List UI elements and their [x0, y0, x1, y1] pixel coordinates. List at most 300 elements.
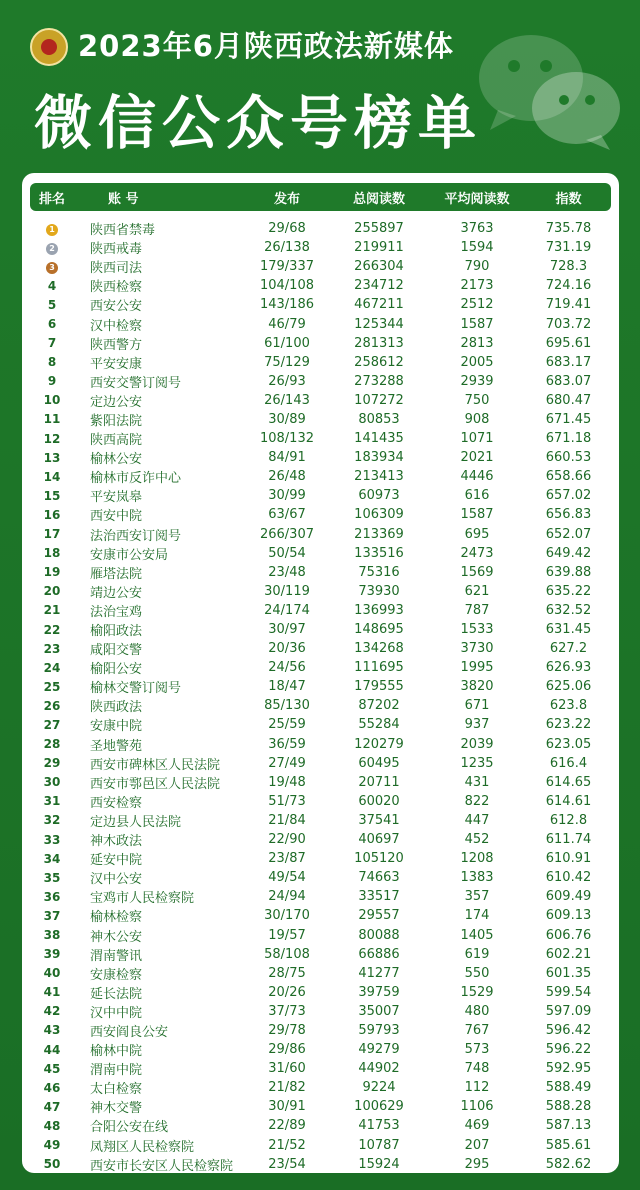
- average-reads-cell: 787: [464, 602, 490, 618]
- account-name-cell: 法治宝鸡: [90, 604, 143, 620]
- account-name-cell: 渭南中院: [90, 1063, 143, 1079]
- account-name-cell: 西安交警订阅号: [90, 375, 182, 391]
- average-reads-cell: 469: [464, 1118, 490, 1134]
- table-row: [30, 1155, 611, 1174]
- table-row: [30, 1116, 611, 1135]
- index-cell: 671.18: [545, 431, 592, 447]
- average-reads-cell: 207: [464, 1137, 490, 1153]
- total-reads-cell: 74663: [358, 870, 400, 886]
- account-name-cell: 西安中院: [90, 509, 143, 525]
- average-reads-cell: 550: [464, 965, 490, 981]
- total-reads-cell: 55284: [358, 717, 400, 733]
- table-row: [30, 792, 611, 811]
- rank-cell: 40: [43, 966, 61, 981]
- column-header-total-reads: 总阅读数: [352, 191, 405, 207]
- rank-cell: 15: [43, 488, 61, 503]
- total-reads-cell: 73930: [358, 583, 400, 599]
- table-row: [30, 773, 611, 792]
- posts-cell: 108/132: [259, 431, 314, 447]
- account-name-cell: 法治西安订阅号: [90, 528, 182, 544]
- index-cell: 626.93: [545, 660, 592, 676]
- posts-cell: 23/48: [268, 564, 306, 580]
- index-cell: 649.42: [545, 545, 592, 561]
- account-name-cell: 定边公安: [90, 394, 143, 410]
- posts-cell: 23/54: [268, 1156, 306, 1172]
- rank-cell: 34: [43, 851, 61, 866]
- rank-cell: 7: [47, 336, 57, 351]
- posts-cell: 20/36: [268, 641, 306, 657]
- total-reads-cell: 80088: [358, 927, 400, 943]
- account-name-cell: 榆林公安: [90, 452, 143, 468]
- index-cell: 596.22: [545, 1042, 592, 1058]
- index-cell: 731.19: [545, 240, 592, 256]
- table-header: [30, 183, 611, 211]
- table-row: [30, 1021, 611, 1040]
- title-line-2: 微信公众号榜单: [34, 89, 483, 157]
- index-cell: 609.49: [545, 889, 592, 905]
- table-row: [30, 983, 611, 1002]
- rank-cell: 17: [43, 527, 61, 542]
- average-reads-cell: 480: [464, 1003, 490, 1019]
- total-reads-cell: 60495: [358, 755, 400, 771]
- posts-cell: 26/143: [264, 392, 310, 408]
- rank-cell: 44: [43, 1042, 61, 1057]
- table-row: [30, 754, 611, 773]
- table-row: [30, 467, 611, 486]
- table-row: [30, 429, 611, 448]
- average-reads-cell: 790: [464, 259, 490, 275]
- rank-cell: 20: [43, 584, 61, 599]
- account-name-cell: 雁塔法院: [90, 566, 143, 582]
- account-name-cell: 陕西高院: [90, 433, 143, 449]
- index-cell: 683.07: [545, 373, 592, 389]
- posts-cell: 30/91: [268, 1099, 306, 1115]
- rank-cell: 32: [43, 813, 61, 828]
- rank-cell: 50: [43, 1157, 61, 1172]
- total-reads-cell: 266304: [354, 259, 404, 275]
- posts-cell: 63/67: [268, 507, 306, 523]
- account-name-cell: 榆林交警订阅号: [90, 681, 182, 697]
- account-name-cell: 陕西戒毒: [90, 242, 143, 258]
- account-name-cell: 紫阳法院: [90, 413, 143, 429]
- rank-cell: 10: [43, 393, 61, 408]
- index-cell: 656.83: [545, 507, 592, 523]
- silver-medal-icon: 2: [46, 243, 58, 255]
- average-reads-cell: 1529: [460, 984, 494, 1000]
- total-reads-cell: 133516: [354, 545, 404, 561]
- index-cell: 592.95: [545, 1061, 592, 1077]
- average-reads-cell: 357: [464, 889, 490, 905]
- index-cell: 631.45: [545, 622, 592, 638]
- posts-cell: 30/170: [264, 908, 310, 924]
- posts-cell: 20/26: [268, 984, 306, 1000]
- total-reads-cell: 134268: [354, 641, 404, 657]
- account-name-cell: 陕西检察: [90, 280, 143, 296]
- table-row: [30, 448, 611, 467]
- average-reads-cell: 447: [464, 812, 490, 828]
- total-reads-cell: 111695: [354, 660, 404, 676]
- table-row: [30, 925, 611, 944]
- average-reads-cell: 1569: [460, 564, 494, 580]
- average-reads-cell: 1383: [460, 870, 494, 886]
- total-reads-cell: 273288: [354, 373, 404, 389]
- rank-cell: 5: [47, 297, 57, 312]
- rank-cell: 24: [43, 660, 61, 675]
- column-header-posts: 发布: [273, 191, 300, 207]
- average-reads-cell: 2813: [460, 335, 494, 351]
- index-cell: 596.42: [545, 1022, 592, 1038]
- total-reads-cell: 183934: [354, 450, 404, 466]
- index-cell: 695.61: [545, 335, 592, 351]
- account-name-cell: 安康检察: [90, 967, 143, 983]
- total-reads-cell: 141435: [354, 431, 404, 447]
- index-cell: 683.17: [545, 354, 592, 370]
- account-name-cell: 西安公安: [90, 299, 143, 315]
- total-reads-cell: 219911: [354, 240, 404, 256]
- account-name-cell: 定边县人民法院: [90, 814, 182, 830]
- account-name-cell: 渭南警讯: [90, 948, 143, 964]
- table-row: [30, 505, 611, 524]
- average-reads-cell: 3763: [460, 221, 494, 237]
- total-reads-cell: 66886: [358, 946, 400, 962]
- account-name-cell: 汉中检察: [90, 318, 143, 334]
- table-body: [30, 219, 611, 1174]
- total-reads-cell: 120279: [354, 736, 404, 752]
- table-row: [30, 735, 611, 754]
- index-cell: 610.42: [545, 870, 592, 886]
- total-reads-cell: 213413: [354, 469, 404, 485]
- average-reads-cell: 767: [464, 1022, 490, 1038]
- rank-cell: 19: [43, 565, 61, 580]
- posts-cell: 21/84: [268, 812, 306, 828]
- index-cell: 724.16: [545, 278, 592, 294]
- table-row: [30, 563, 611, 582]
- average-reads-cell: 3730: [460, 641, 494, 657]
- average-reads-cell: 1208: [460, 851, 494, 867]
- posts-cell: 24/94: [268, 889, 306, 905]
- ranking-card: [22, 173, 619, 1173]
- index-cell: 588.49: [545, 1080, 592, 1096]
- table-row: [30, 1136, 611, 1155]
- table-row: [30, 334, 611, 353]
- table-row: [30, 525, 611, 544]
- average-reads-cell: 573: [464, 1042, 490, 1058]
- average-reads-cell: 748: [464, 1061, 490, 1077]
- average-reads-cell: 431: [464, 774, 490, 790]
- rank-cell: 36: [43, 889, 61, 904]
- table-row: [30, 677, 611, 696]
- average-reads-cell: 908: [464, 411, 490, 427]
- posts-cell: 61/100: [264, 335, 310, 351]
- total-reads-cell: 59793: [358, 1022, 400, 1038]
- average-reads-cell: 452: [464, 832, 490, 848]
- rank-cell: 23: [43, 641, 61, 656]
- total-reads-cell: 281313: [354, 335, 404, 351]
- average-reads-cell: 112: [464, 1080, 490, 1096]
- account-name-cell: 宝鸡市人民检察院: [90, 891, 195, 907]
- index-cell: 609.13: [545, 908, 592, 924]
- index-cell: 660.53: [545, 450, 592, 466]
- posts-cell: 30/99: [268, 488, 306, 504]
- average-reads-cell: 616: [464, 488, 490, 504]
- account-name-cell: 圣地警苑: [90, 738, 143, 754]
- table-row: [30, 868, 611, 887]
- gold-medal-icon: 1: [46, 224, 58, 236]
- rank-cell: 21: [43, 603, 61, 618]
- index-cell: 602.21: [545, 946, 592, 962]
- rank-cell: 48: [43, 1118, 61, 1133]
- index-cell: 582.62: [545, 1156, 592, 1172]
- rank-cell: [30, 240, 74, 255]
- average-reads-cell: 671: [464, 698, 490, 714]
- table-row: [30, 1040, 611, 1059]
- table-row: [30, 964, 611, 983]
- rank-cell: 29: [43, 756, 61, 771]
- index-cell: 612.8: [549, 812, 588, 828]
- rank-cell: 25: [43, 679, 61, 694]
- total-reads-cell: 106309: [354, 507, 404, 523]
- table-row: [30, 582, 611, 601]
- table-row: [30, 658, 611, 677]
- posts-cell: 75/129: [264, 354, 310, 370]
- table-row: [30, 887, 611, 906]
- posts-cell: 24/174: [264, 602, 310, 618]
- account-name-cell: 陕西政法: [90, 700, 143, 716]
- average-reads-cell: 295: [464, 1156, 490, 1172]
- rank-cell: 11: [43, 412, 61, 427]
- average-reads-cell: 1405: [460, 927, 494, 943]
- posts-cell: 26/48: [268, 469, 306, 485]
- posts-cell: 30/119: [264, 583, 310, 599]
- total-reads-cell: 213369: [354, 526, 404, 542]
- account-name-cell: 延安中院: [90, 853, 143, 869]
- table-row: [30, 544, 611, 563]
- table-row: [30, 639, 611, 658]
- index-cell: 625.06: [545, 679, 592, 695]
- posts-cell: 29/68: [268, 221, 306, 237]
- table-row: [30, 391, 611, 410]
- index-cell: 652.07: [545, 526, 592, 542]
- table-row: [30, 906, 611, 925]
- index-cell: 610.91: [545, 851, 592, 867]
- average-reads-cell: 4446: [460, 469, 494, 485]
- posts-cell: 22/90: [268, 832, 306, 848]
- table-row: [30, 601, 611, 620]
- account-name-cell: 陕西省禁毒: [90, 223, 156, 239]
- account-name-cell: 神木政法: [90, 834, 143, 850]
- account-name-cell: 西安市鄠邑区人民法院: [90, 776, 221, 792]
- posts-cell: 58/108: [264, 946, 310, 962]
- rank-cell: 4: [47, 278, 57, 293]
- table-row: [30, 1078, 611, 1097]
- posts-cell: 18/47: [268, 679, 306, 695]
- posts-cell: 21/52: [268, 1137, 306, 1153]
- average-reads-cell: 619: [464, 946, 490, 962]
- posts-cell: 36/59: [268, 736, 306, 752]
- rank-cell: 16: [43, 507, 61, 522]
- table-row: [30, 314, 611, 333]
- account-name-cell: 咸阳交警: [90, 643, 143, 659]
- average-reads-cell: 2512: [460, 297, 494, 313]
- average-reads-cell: 2939: [460, 373, 494, 389]
- account-name-cell: 延长法院: [90, 986, 143, 1002]
- posts-cell: 179/337: [259, 259, 314, 275]
- title-line-1: 2023年6月陕西政法新媒体: [78, 29, 454, 63]
- posts-cell: 104/108: [259, 278, 314, 294]
- account-name-cell: 榆阳政法: [90, 624, 143, 640]
- table-row: [30, 295, 611, 314]
- police-emblem-icon: [30, 28, 68, 66]
- index-cell: 657.02: [545, 488, 592, 504]
- average-reads-cell: 3820: [460, 679, 494, 695]
- posts-cell: 37/73: [268, 1003, 306, 1019]
- account-name-cell: 平安岚皋: [90, 490, 143, 506]
- average-reads-cell: 2021: [460, 450, 494, 466]
- rank-cell: 28: [43, 737, 61, 752]
- posts-cell: 84/91: [268, 450, 306, 466]
- posts-cell: 26/93: [268, 373, 306, 389]
- posts-cell: 23/87: [268, 851, 306, 867]
- posts-cell: 28/75: [268, 965, 306, 981]
- index-cell: 614.65: [545, 774, 592, 790]
- average-reads-cell: 2473: [460, 545, 494, 561]
- account-name-cell: 靖边公安: [90, 585, 143, 601]
- total-reads-cell: 33517: [358, 889, 400, 905]
- account-name-cell: 榆林检察: [90, 910, 143, 926]
- index-cell: 597.09: [545, 1003, 592, 1019]
- account-name-cell: 太白检察: [90, 1082, 143, 1098]
- table-row: [30, 257, 611, 276]
- average-reads-cell: 2173: [460, 278, 494, 294]
- index-cell: 599.54: [545, 984, 592, 1000]
- total-reads-cell: 49279: [358, 1042, 400, 1058]
- total-reads-cell: 40697: [358, 832, 400, 848]
- rank-cell: 47: [43, 1099, 61, 1114]
- index-cell: 611.74: [545, 832, 592, 848]
- table-row: [30, 1002, 611, 1021]
- rank-cell: 49: [43, 1138, 61, 1153]
- index-cell: 635.22: [545, 583, 592, 599]
- rank-cell: 6: [47, 317, 57, 332]
- index-cell: 658.66: [545, 469, 592, 485]
- index-cell: 623.22: [545, 717, 592, 733]
- total-reads-cell: 100629: [354, 1099, 404, 1115]
- account-name-cell: 西安阎良公安: [90, 1024, 169, 1040]
- posts-cell: 29/86: [268, 1042, 306, 1058]
- average-reads-cell: 1235: [460, 755, 494, 771]
- index-cell: 614.61: [545, 793, 592, 809]
- index-cell: 627.2: [549, 641, 588, 657]
- index-cell: 585.61: [545, 1137, 592, 1153]
- table-row: [30, 372, 611, 391]
- rank-cell: 26: [43, 698, 61, 713]
- rank-cell: 38: [43, 928, 61, 943]
- total-reads-cell: 179555: [354, 679, 404, 695]
- posts-cell: 29/78: [268, 1022, 306, 1038]
- total-reads-cell: 234712: [354, 278, 404, 294]
- column-header-rank: 排名: [38, 191, 65, 207]
- posts-cell: 266/307: [259, 526, 314, 542]
- average-reads-cell: 1594: [460, 240, 494, 256]
- rank-cell: [30, 221, 74, 236]
- table-row: [30, 1059, 611, 1078]
- total-reads-cell: 255897: [354, 221, 404, 237]
- account-name-cell: 神木公安: [90, 929, 143, 945]
- posts-cell: 26/138: [264, 240, 310, 256]
- column-header-account: 账 号: [108, 191, 139, 207]
- table-row: [30, 353, 611, 372]
- bronze-medal-icon: 3: [46, 262, 58, 274]
- index-cell: 601.35: [545, 965, 592, 981]
- average-reads-cell: 1587: [460, 507, 494, 523]
- average-reads-cell: 822: [464, 793, 490, 809]
- total-reads-cell: 10787: [358, 1137, 400, 1153]
- column-header-average-reads: 平均阅读数: [444, 191, 510, 207]
- account-name-cell: 陕西警方: [90, 337, 143, 353]
- rank-cell: 46: [43, 1080, 61, 1095]
- rank-cell: 43: [43, 1023, 61, 1038]
- posts-cell: 30/89: [268, 411, 306, 427]
- index-cell: 588.28: [545, 1099, 592, 1115]
- index-cell: 735.78: [545, 221, 592, 237]
- posts-cell: 19/48: [268, 774, 306, 790]
- posts-cell: 50/54: [268, 545, 306, 561]
- account-name-cell: 凤翔区人民检察院: [90, 1139, 195, 1155]
- rank-cell: 30: [43, 775, 61, 790]
- total-reads-cell: 125344: [354, 316, 404, 332]
- rank-cell: 31: [43, 794, 61, 809]
- index-cell: 680.47: [545, 392, 592, 408]
- posts-cell: 24/56: [268, 660, 306, 676]
- index-cell: 623.8: [549, 698, 588, 714]
- total-reads-cell: 80853: [358, 411, 400, 427]
- total-reads-cell: 105120: [354, 851, 404, 867]
- total-reads-cell: 29557: [358, 908, 400, 924]
- table-row: [30, 486, 611, 505]
- posts-cell: 46/79: [268, 316, 306, 332]
- average-reads-cell: 1533: [460, 622, 494, 638]
- total-reads-cell: 9224: [362, 1080, 396, 1096]
- total-reads-cell: 41753: [358, 1118, 400, 1134]
- account-name-cell: 榆林中院: [90, 1044, 143, 1060]
- posts-cell: 27/49: [268, 755, 306, 771]
- table-row: [30, 620, 611, 639]
- index-cell: 728.3: [549, 259, 588, 275]
- total-reads-cell: 37541: [358, 812, 400, 828]
- rank-cell: 39: [43, 947, 61, 962]
- account-name-cell: 榆林市反诈中心: [90, 471, 182, 487]
- account-name-cell: 安康中院: [90, 719, 143, 735]
- total-reads-cell: 39759: [358, 984, 400, 1000]
- index-cell: 632.52: [545, 602, 592, 618]
- average-reads-cell: 2005: [460, 354, 494, 370]
- rank-cell: 42: [43, 1004, 61, 1019]
- posts-cell: 30/97: [268, 622, 306, 638]
- posts-cell: 143/186: [259, 297, 314, 313]
- account-name-cell: 安康市公安局: [90, 547, 169, 563]
- total-reads-cell: 87202: [358, 698, 400, 714]
- column-header-index: 指数: [555, 191, 582, 207]
- total-reads-cell: 75316: [358, 564, 400, 580]
- table-row: [30, 696, 611, 715]
- total-reads-cell: 467211: [354, 297, 404, 313]
- table-row: [30, 849, 611, 868]
- table-row: [30, 219, 611, 238]
- index-cell: 616.4: [549, 755, 588, 771]
- total-reads-cell: 15924: [358, 1156, 400, 1172]
- table-row: [30, 715, 611, 734]
- posts-cell: 25/59: [268, 717, 306, 733]
